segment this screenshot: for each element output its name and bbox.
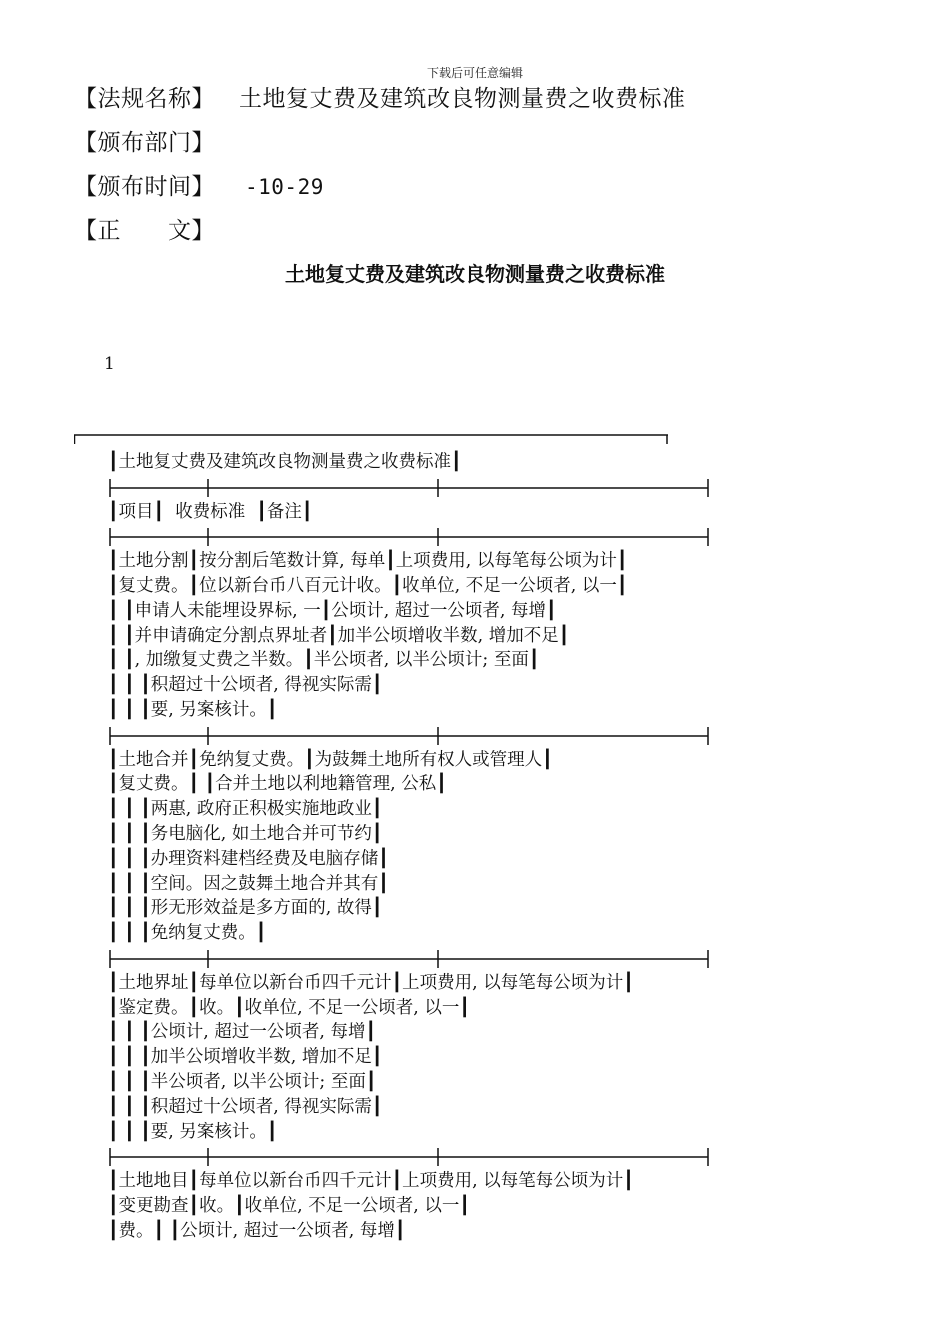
table-top-rule [74, 432, 668, 444]
meta-label: 【颁布时间】 [74, 174, 215, 200]
table-row-separator [108, 723, 634, 748]
table-line: ┃复丈费。┃位以新台币八百元计收。┃收单位, 不足一公顷者, 以一┃ [108, 575, 628, 596]
table-line: ┃ ┃ ┃要, 另案核计。┃ [108, 1121, 278, 1142]
table-line: ┃土地界址┃每单位以新台币四千元计┃上项费用, 以每笔每公顷为计┃ [108, 972, 634, 993]
meta-department [74, 124, 239, 157]
table-line: ┃ ┃ ┃积超过十公顷者, 得视实际需┃ [108, 1096, 383, 1117]
table-line: ┃土地复丈费及建筑改良物测量费之收费标准┃ [108, 452, 462, 472]
table-line: ┃费。┃ ┃公顷计, 超过一公顷者, 每增┃ [108, 1220, 406, 1241]
table-row-separator [108, 524, 634, 549]
table-line: ┃ ┃ ┃要, 另案核计。┃ [108, 699, 278, 720]
page-header: 下载后可任意编辑 [426, 66, 523, 80]
table-line: ┃ ┃ ┃空间。因之鼓舞土地合并其有┃ [108, 873, 389, 894]
table-line: ┃ ┃并申请确定分割点界址者┃加半公顷增收半数, 增加不足┃ [108, 625, 570, 646]
table-line: ┃鉴定费。┃收。┃收单位, 不足一公顷者, 以一┃ [108, 997, 470, 1018]
meta-value: -10-29 [245, 175, 324, 199]
table-line: ┃土地合并┃免纳复丈费。┃为鼓舞土地所有权人或管理人┃ [108, 749, 553, 770]
table-line: ┃土地分割┃按分割后笔数计算, 每单┃上项费用, 以每笔每公顷为计┃ [108, 551, 628, 572]
table-line: ┃ ┃ ┃办理资料建档经费及电脑存储┃ [108, 848, 389, 869]
table-line: ┃ ┃, 加缴复丈费之半数。┃半公顷者, 以半公顷计; 至面┃ [108, 650, 540, 671]
meta-label: 【正 文】 [74, 218, 215, 244]
document-title: 土地复丈费及建筑改良物测量费之收费标准 [285, 262, 665, 286]
table-line: ┃ ┃申请人未能埋设界标, 一┃公顷计, 超过一公顷者, 每增┃ [108, 600, 557, 621]
table-row-separator [108, 946, 634, 971]
table-line: ┃ ┃ ┃两惠, 政府正积极实施地政业┃ [108, 799, 383, 820]
meta-regulation-name [74, 80, 686, 113]
table-line: ┃ ┃ ┃务电脑化, 如土地合并可节约┃ [108, 823, 383, 844]
table-line: ┃项目┃ 收费标准 ┃备注┃ [108, 501, 313, 522]
fee-table-text [108, 450, 634, 1244]
meta-label: 【法规名称】 [74, 86, 215, 112]
table-line: ┃变更勘查┃收。┃收单位, 不足一公顷者, 以一┃ [108, 1195, 470, 1216]
meta-label: 【颁布部门】 [74, 130, 215, 156]
table-line: ┃复丈费。┃ ┃合并土地以利地籍管理, 公私┃ [108, 774, 447, 795]
table-line: ┃ ┃ ┃积超过十公顷者, 得视实际需┃ [108, 675, 383, 696]
meta-issue-date [74, 168, 324, 201]
table-line: ┃ ┃ ┃半公顷者, 以半公顷计; 至面┃ [108, 1071, 377, 1092]
table-line: ┃土地地目┃每单位以新台币四千元计┃上项费用, 以每笔每公顷为计┃ [108, 1171, 634, 1192]
table-line: ┃ ┃ ┃加半公顷增收半数, 增加不足┃ [108, 1047, 383, 1068]
meta-body-label [74, 212, 215, 245]
meta-value: 土地复丈费及建筑改良物测量费之收费标准 [239, 86, 686, 112]
table-line: ┃ ┃ ┃形无形效益是多方面的, 故得┃ [108, 898, 383, 919]
table-line: ┃ ┃ ┃公顷计, 超过一公顷者, 每增┃ [108, 1022, 377, 1043]
table-line: ┃ ┃ ┃免纳复丈费。┃ [108, 923, 267, 944]
table-row-separator [108, 1144, 634, 1169]
table-row-separator [108, 475, 634, 500]
section-number: 1 [104, 354, 115, 374]
